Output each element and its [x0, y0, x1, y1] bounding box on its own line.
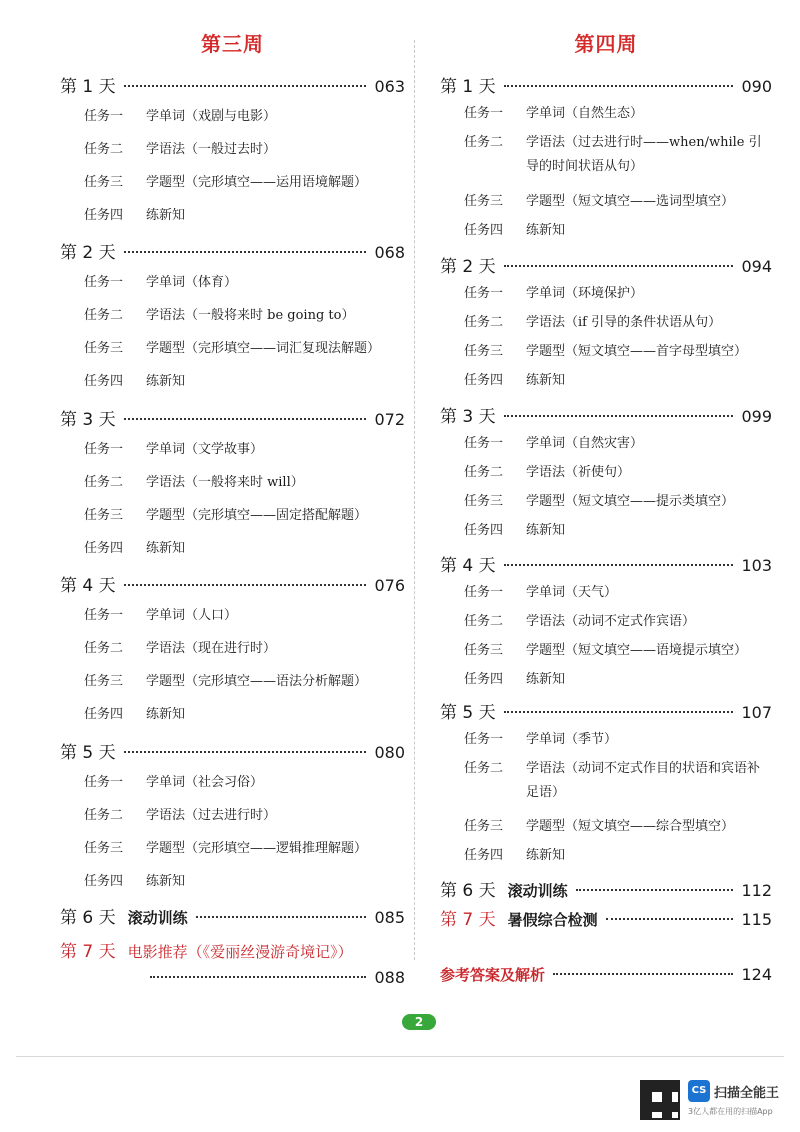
task-text: 练新知 [146, 707, 186, 722]
task-item [440, 282, 772, 306]
task-text: 学语法（现在进行时） [146, 641, 277, 656]
task-text: 练新知 [526, 223, 566, 238]
toc-day-entry[interactable] [440, 551, 772, 576]
task-label: 任务二 [464, 761, 504, 776]
leader-dots [606, 918, 734, 920]
task-text: 练新知 [146, 374, 186, 389]
task-item [60, 438, 405, 462]
task-text: 学单词（自然灾害） [526, 436, 644, 451]
day-label: 第 7 天 [440, 910, 496, 930]
page-number: 103 [741, 556, 772, 575]
task-text: 练新知 [146, 874, 186, 889]
leader-dots [504, 711, 734, 713]
day-label: 第 2 天 [60, 243, 116, 263]
task-item [440, 369, 772, 393]
task-label: 任务一 [464, 732, 504, 747]
task-text: 学单词（环境保护） [526, 286, 644, 301]
task-item [440, 340, 772, 364]
toc-day6-entry[interactable] [440, 876, 772, 901]
page-number: 112 [741, 881, 772, 900]
task-label: 任务三 [84, 841, 124, 856]
task-label: 任务一 [84, 275, 124, 290]
task-label: 任务一 [464, 286, 504, 301]
task-text: 学单词（人口） [146, 608, 238, 623]
page-number: 099 [741, 407, 772, 426]
page-number: 080 [374, 743, 405, 762]
task-item [440, 668, 772, 692]
task-item [440, 610, 772, 634]
task-item [440, 461, 772, 485]
task-item [60, 804, 405, 828]
task-text: 学题型（短文填空——语境提示填空） [526, 643, 748, 658]
task-label: 任务二 [84, 308, 124, 323]
task-label: 任务三 [84, 341, 124, 356]
toc-answers-entry[interactable] [440, 964, 772, 986]
task-text: 学单词（社会习俗） [146, 775, 264, 790]
task-item [60, 604, 405, 628]
toc-day-entry[interactable] [440, 72, 772, 97]
task-text: 学语法（一般将来时 be going to） [146, 308, 355, 323]
day-label: 第 4 天 [440, 556, 496, 576]
task-label: 任务四 [464, 848, 504, 863]
leader-dots [504, 85, 734, 87]
task-label: 任务四 [84, 541, 124, 556]
task-text: 学语法（过去进行时——when/while 引导的时间状语从句） [526, 135, 762, 174]
task-label: 任务四 [84, 208, 124, 223]
task-label: 任务一 [84, 608, 124, 623]
leader-dots [124, 85, 367, 87]
answers-title: 参考答案及解析 [440, 966, 546, 984]
leader-dots [124, 418, 367, 420]
task-item [60, 670, 405, 694]
task-text: 学语法（if 引导的条件状语从句） [526, 315, 722, 330]
toc-day-entry[interactable] [60, 72, 405, 97]
task-label: 任务四 [464, 373, 504, 388]
leader-dots [124, 584, 367, 586]
task-label: 任务一 [84, 109, 124, 124]
task-item [60, 471, 405, 495]
task-label: 任务三 [464, 494, 504, 509]
task-item [60, 870, 405, 894]
day-title: 电影推荐（《爱丽丝漫游奇境记》） [127, 943, 353, 961]
task-item [60, 637, 405, 661]
toc-day-entry[interactable] [60, 238, 405, 263]
task-item [60, 771, 405, 795]
task-item [440, 102, 772, 126]
task-item [60, 537, 405, 561]
toc-day6-entry[interactable] [60, 903, 405, 928]
leader-dots [124, 251, 367, 253]
task-label: 任务一 [84, 442, 124, 457]
task-text: 练新知 [526, 523, 566, 538]
task-label: 任务三 [84, 175, 124, 190]
page-number: 068 [374, 243, 405, 262]
toc-day7-page-line [150, 968, 405, 990]
task-text: 学题型（完形填空——逻辑推理解题） [146, 841, 368, 856]
task-item [60, 271, 405, 295]
scanner-app-name: 扫描全能王 [714, 1086, 780, 1101]
task-item [60, 138, 405, 162]
page-number: 124 [741, 965, 772, 984]
task-text: 学题型（短文填空——首字母型填空） [526, 344, 748, 359]
task-item [440, 639, 772, 663]
task-label: 任务三 [464, 819, 504, 834]
task-text: 学语法（动词不定式作目的状语和宾语补足语） [526, 761, 761, 800]
task-item [60, 204, 405, 228]
task-text: 学题型（完形填空——词汇复现法解题） [146, 341, 381, 356]
week-three-title: 第三周 [201, 32, 264, 56]
task-item [60, 370, 405, 394]
task-text: 练新知 [526, 373, 566, 388]
task-item [60, 105, 405, 129]
day-label: 第 6 天 [60, 908, 116, 928]
task-label: 任务三 [464, 643, 504, 658]
leader-dots [150, 976, 366, 978]
task-text: 学题型（短文填空——提示类填空） [526, 494, 735, 509]
task-text: 练新知 [526, 848, 566, 863]
task-label: 任务二 [464, 465, 504, 480]
leader-dots [504, 265, 734, 267]
task-label: 任务三 [464, 194, 504, 209]
task-label: 任务三 [464, 344, 504, 359]
toc-day-entry[interactable] [60, 738, 405, 763]
task-item [440, 190, 772, 214]
task-label: 任务四 [464, 223, 504, 238]
task-label: 任务一 [464, 585, 504, 600]
task-label: 任务二 [464, 135, 504, 150]
task-text: 学语法（祈使句） [526, 465, 631, 480]
task-text: 学单词（戏剧与电影） [146, 109, 277, 124]
page-number: 088 [374, 968, 405, 987]
day-label: 第 5 天 [440, 703, 496, 723]
leader-dots [504, 564, 734, 566]
page-number: 094 [741, 257, 772, 276]
task-text: 练新知 [146, 541, 186, 556]
task-item [440, 219, 772, 243]
toc-day7-entry[interactable] [440, 905, 772, 930]
page-number: 115 [741, 910, 772, 929]
week-four-title: 第四周 [574, 32, 638, 56]
camscanner-logo-icon: CS [688, 1080, 710, 1102]
scanner-app-tagline: 3亿人都在用的扫描App [688, 1107, 773, 1116]
task-label: 任务二 [84, 142, 124, 157]
page-number: 063 [374, 77, 405, 96]
task-item [60, 837, 405, 861]
task-label: 任务四 [464, 523, 504, 538]
toc-day-entry[interactable] [440, 402, 772, 427]
column-divider [414, 40, 415, 960]
task-text: 学题型（完形填空——语法分析解题） [146, 674, 368, 689]
task-label: 任务四 [84, 707, 124, 722]
task-text: 学语法（动词不定式作宾语） [526, 614, 696, 629]
task-item [440, 432, 772, 456]
task-label: 任务一 [84, 775, 124, 790]
toc-day-entry[interactable] [440, 252, 772, 277]
day-label: 第 3 天 [440, 407, 496, 427]
task-item [440, 519, 772, 543]
footer-rule [16, 1056, 784, 1057]
page-number: 085 [374, 908, 405, 927]
day-label: 第 3 天 [60, 410, 116, 430]
day-label: 第 6 天 [440, 881, 496, 901]
day-title: 滚动训练 [507, 882, 568, 900]
task-text: 学题型（短文填空——综合型填空） [526, 819, 735, 834]
day-title: 滚动训练 [127, 909, 188, 927]
toc-day-entry[interactable] [440, 698, 772, 723]
leader-dots [576, 889, 734, 891]
task-text: 学语法（一般将来时 will） [146, 475, 304, 490]
day-label: 第 4 天 [60, 576, 116, 596]
task-item [440, 131, 772, 179]
task-item [440, 490, 772, 514]
page-number-badge: 2 [402, 1014, 436, 1030]
page-number: 072 [374, 410, 405, 429]
task-label: 任务二 [84, 475, 124, 490]
page-number: 090 [741, 77, 772, 96]
task-item [60, 171, 405, 195]
day-label: 第 5 天 [60, 743, 116, 763]
page-number: 107 [741, 703, 772, 722]
task-label: 任务四 [84, 374, 124, 389]
task-text: 学题型（完形填空——固定搭配解题） [146, 508, 368, 523]
task-label: 任务一 [464, 106, 504, 121]
day-label: 第 7 天 [60, 942, 116, 962]
leader-dots [504, 415, 734, 417]
task-label: 任务三 [84, 674, 124, 689]
task-text: 学单词（天气） [526, 585, 618, 600]
toc-day-entry[interactable] [60, 405, 405, 430]
toc-day7-entry[interactable] [60, 937, 405, 962]
day-label: 第 2 天 [440, 257, 496, 277]
task-label: 任务二 [464, 315, 504, 330]
task-text: 学单词（自然生态） [526, 106, 644, 121]
task-text: 练新知 [146, 208, 186, 223]
task-label: 任务一 [464, 436, 504, 451]
task-text: 学题型（短文填空——选词型填空） [526, 194, 735, 209]
leader-dots [553, 973, 733, 975]
task-item [60, 304, 405, 328]
task-item [440, 844, 772, 868]
task-item [440, 757, 772, 805]
page-number: 076 [374, 576, 405, 595]
task-text: 学语法（过去进行时） [146, 808, 277, 823]
task-label: 任务三 [84, 508, 124, 523]
day-label: 第 1 天 [440, 77, 496, 97]
task-item [440, 311, 772, 335]
task-text: 学语法（一般过去时） [146, 142, 277, 157]
task-label: 任务四 [84, 874, 124, 889]
leader-dots [124, 751, 367, 753]
task-item [60, 703, 405, 727]
leader-dots [196, 916, 367, 918]
task-label: 任务二 [84, 641, 124, 656]
task-item [440, 815, 772, 839]
task-text: 学单词（体育） [146, 275, 238, 290]
task-item [60, 504, 405, 528]
day-label: 第 1 天 [60, 77, 116, 97]
day-title: 暑假综合检测 [507, 911, 598, 929]
toc-day-entry[interactable] [60, 571, 405, 596]
task-label: 任务二 [84, 808, 124, 823]
task-item [60, 337, 405, 361]
task-text: 学单词（季节） [526, 732, 618, 747]
qr-code-icon [640, 1080, 680, 1120]
task-label: 任务二 [464, 614, 504, 629]
task-text: 学题型（完形填空——运用语境解题） [146, 175, 368, 190]
task-item [440, 728, 772, 752]
task-label: 任务四 [464, 672, 504, 687]
task-text: 练新知 [526, 672, 566, 687]
task-item [440, 581, 772, 605]
task-text: 学单词（文学故事） [146, 442, 264, 457]
